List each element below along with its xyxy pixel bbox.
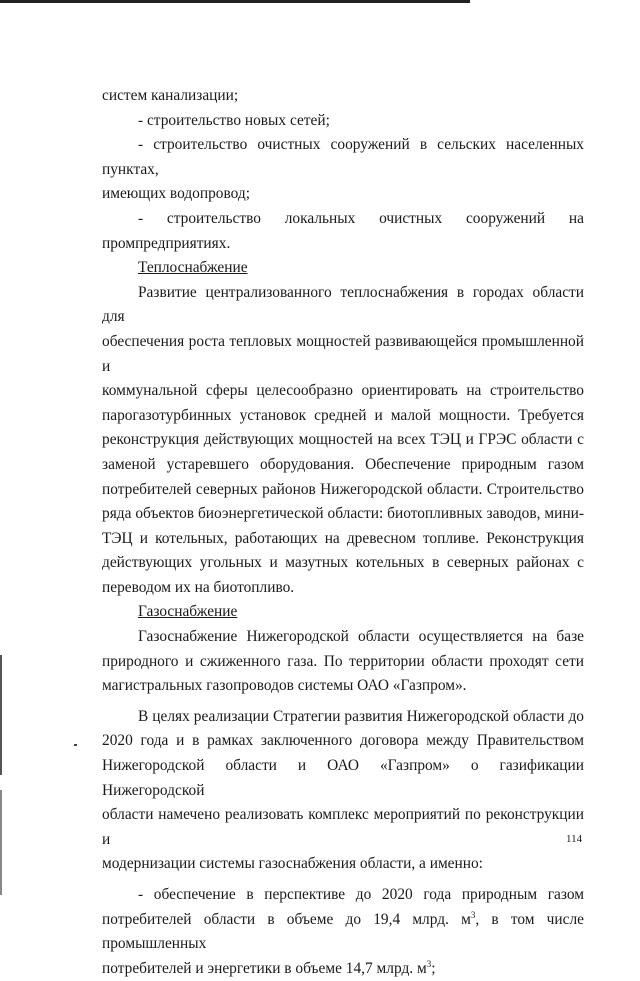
- list-item: - строительство новых сетей;: [138, 111, 330, 129]
- paragraph-line: парогазотурбинных установок средней и малой мощности. Требуется: [102, 406, 584, 424]
- paragraph-line: модернизации системы газоснабжения области, а именно:: [102, 855, 483, 873]
- top-rule: [0, 0, 470, 3]
- paragraph-line: Развитие централизованного теплоснабжения в городах области для: [102, 283, 584, 326]
- paragraph-line: области намечено реализовать комплекс мероприятий по реконструкции и: [102, 806, 584, 848]
- paragraph-line: магистральных газопроводов системы ОАО «Газпром».: [102, 677, 467, 695]
- document-body: [102, 84, 584, 981]
- list-item: - обеспечение в перспективе до 2020 года природным газом: [138, 886, 584, 903]
- section-heading-heat: [102, 256, 584, 281]
- scan-edge-mark: [0, 655, 2, 775]
- paragraph-line: ТЭЦ и котельных, работающих на древесном топливе. Реконструкция: [102, 529, 584, 547]
- paragraph-line: переводом их на биотопливо.: [102, 578, 295, 596]
- superscript: 3: [426, 958, 432, 969]
- section-heading-text: Теплоснабжение: [138, 259, 248, 277]
- paragraph-line: Газоснабжение Нижегородской области осуществляется на базе: [138, 628, 584, 646]
- list-item: - строительство локальных очистных сооружений на: [138, 209, 584, 227]
- paragraph-line: Нижегородской области и ОАО «Газпром» о газификации Нижегородской: [102, 757, 584, 799]
- page-number: 114: [566, 833, 583, 845]
- scan-speck: [74, 744, 77, 746]
- scan-edge-mark: [0, 790, 2, 895]
- list-item: - строительство очистных сооружений в сельских населенных пунктах,: [102, 136, 584, 178]
- paragraph-line: коммунальной сферы целесообразно ориентировать на строительство: [102, 382, 584, 400]
- text-line: имеющих водопровод;: [102, 185, 251, 203]
- paragraph-line: [102, 908, 584, 957]
- paragraph-line: ряда объектов биоэнергетической области: биотопливных заводов, мини-: [102, 505, 584, 523]
- superscript: 3: [470, 909, 476, 920]
- text-line: промпредприятиях.: [102, 234, 231, 252]
- text-line: систем канализации;: [102, 87, 239, 104]
- paragraph-line: 2020 года и в рамках заключенного договора между Правительством: [102, 732, 584, 750]
- paragraph-line: заменой устаревшего оборудования. Обеспечение природным газом: [102, 455, 584, 473]
- text-run: ;: [431, 959, 436, 977]
- paragraph-line: природного и сжиженного газа. По территории области проходят сети: [102, 652, 584, 670]
- text-run: потребителей и энергетики в объеме 14,7 млрд. м: [102, 959, 427, 977]
- paragraph-line: В целях реализации Стратегии развития Нижегородской области до: [138, 707, 584, 725]
- paragraph-line: [102, 957, 584, 981]
- section-heading-gas: [102, 600, 584, 625]
- paragraph-line: действующих угольных и мазутных котельных в северных районах с: [102, 554, 584, 572]
- paragraph-line: реконструкция действующих мощностей на всех ТЭЦ и ГРЭС области с: [102, 431, 584, 449]
- paragraph-line: обеспечения роста тепловых мощностей развивающейся промышленной и: [102, 332, 584, 375]
- text-run: потребителей области в объеме до 19,4 млрд. м: [102, 910, 471, 928]
- section-heading-text: Газоснабжение: [138, 603, 238, 621]
- paragraph-line: потребителей северных районов Нижегородской области. Строительство: [102, 480, 584, 498]
- text-run: , в том числе промышленных: [102, 910, 584, 953]
